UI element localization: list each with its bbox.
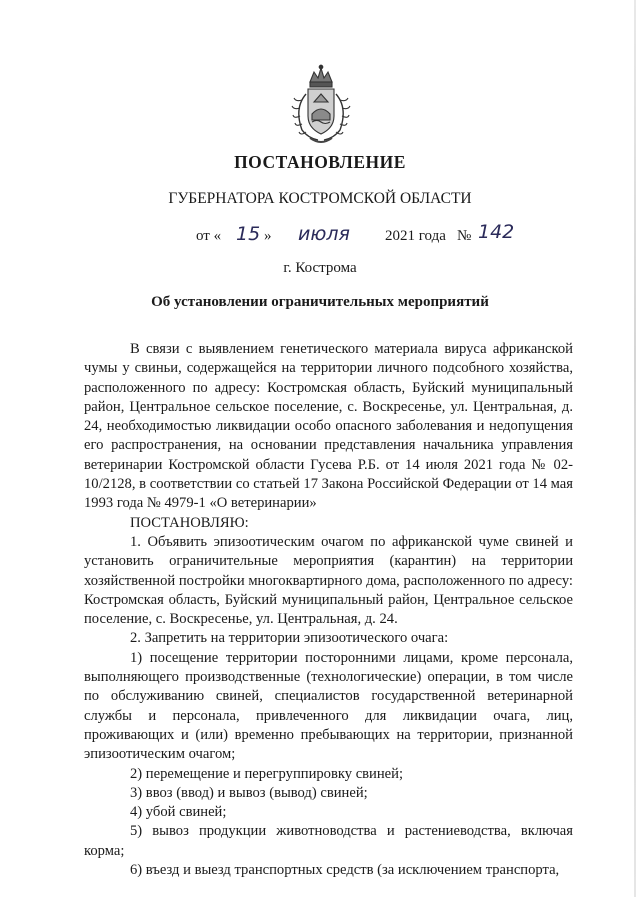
list-item: 3) ввоз (ввод) и вывоз (вывод) свиней; (130, 784, 368, 801)
page-edge (634, 0, 636, 897)
list-item: 6) въезд и выезд транспортных средств (за исключением транспорта, (130, 862, 560, 879)
resolve-line: ПОСТАНОВЛЯЮ: (130, 514, 249, 531)
number-prefix: № (457, 228, 472, 244)
city-line: г. Кострома (283, 260, 357, 276)
list-item: 5) вывоз продукции животноводства и растениеводства, включая корма; (84, 823, 573, 859)
list-item: 4) убой свиней; (130, 804, 227, 821)
document-body (84, 340, 573, 880)
list-item: 2) перемещение и перегруппировку свиней; (130, 765, 404, 782)
list-item: 1) посещение территории посторонними лицами, кроме персонала, выполняющего производственные (технологические) операции, в том числе по обслуживанию свиней, специалистов государственной ветеринарной службы и персонала, привлеченного для ликвидации очага, лиц, проживающих и (или) временно пребывающих на территории, признанной эпизоотическим очагом; (84, 649, 573, 763)
date-month-handwritten: июля (298, 223, 350, 245)
date-quote-close: » (264, 228, 272, 244)
document-title: ПОСТАНОВЛЕНИЕ (234, 152, 406, 172)
date-prefix: от « (196, 228, 222, 244)
intro-paragraph: В связи с выявлением генетического материала вируса африканской чумы у свиньи, содержащейся на территории личного подсобного хозяйства, расположенного по адресу: Костромская область, Буйский муниципальный район, Центральное сельское поселение, с. Воскресенье, ул. Центральная, д. 24, необходимостью ликвидации особо опасного заболевания и недопущения его распространения, на основании представления начальника управления ветеринарии Костромской области Гусева Р.Б. от 14 июля 2021 года № 02-10/2128, в соответствии со статьей 17 Закона Российской Федерации от 14 мая 1993 года № 4979-1 «О ветеринарии» (84, 341, 573, 512)
document-subject: Об установлении ограничительных мероприятий (151, 294, 489, 310)
clause-1: 1. Объявить эпизоотическим очагом по африканской чуме свиней и установить ограничительные мероприятия (карантин) на территории хозяйственной постройки многоквартирного дома, расположенного по адресу: Костромская область, Буйский муниципальный район, Центральное сельское поселение, с. Воскресенье, ул. Центральная, д. 24. (84, 533, 573, 628)
coat-of-arms-kostroma-icon (288, 64, 354, 148)
document-number-handwritten: 142 (478, 221, 515, 243)
clause-2: 2. Запретить на территории эпизоотического очага: (130, 630, 449, 647)
date-year: 2021 года (385, 228, 446, 244)
date-day-handwritten: 15 (236, 223, 261, 245)
issuer-line: ГУБЕРНАТОРА КОСТРОМСКОЙ ОБЛАСТИ (168, 190, 472, 207)
